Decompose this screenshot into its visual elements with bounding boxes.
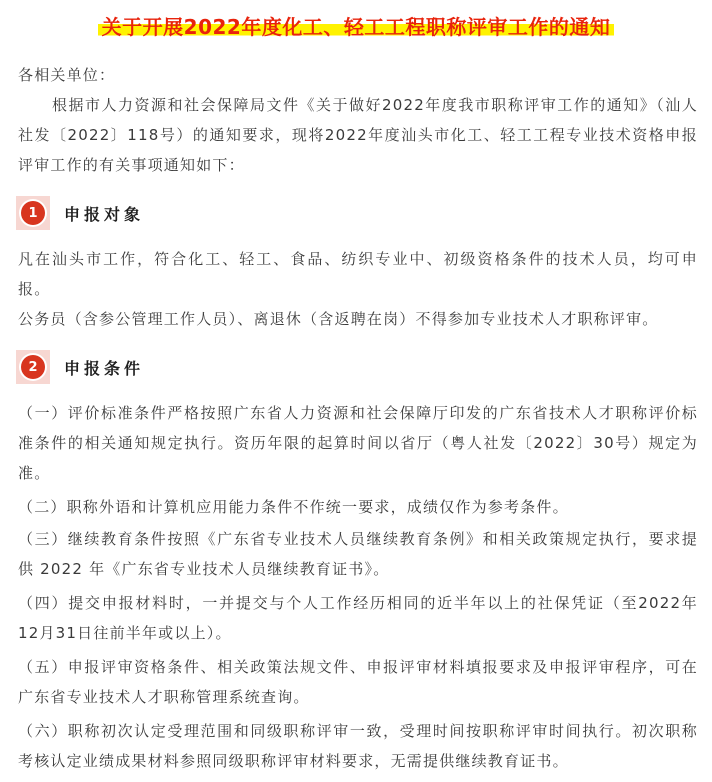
section-badge-bg [16, 350, 50, 384]
section-header-1 [16, 196, 144, 230]
section-header-2 [16, 350, 144, 384]
section-number-badge: 1 [21, 201, 45, 225]
section-title: 申报条件 [64, 358, 145, 378]
section-number-badge: 2 [21, 355, 45, 379]
section-paragraph: 凡在汕头市工作，符合化工、轻工、食品、纺织专业中、初级资格条件的技术人员，均可申报。 [18, 250, 698, 298]
page-title: 关于开展2022年度化工、轻工工程职称评审工作的通知 [98, 11, 615, 40]
section-paragraph: （四）提交申报材料时，一并提交与个人工作经历相同的近半年以上的社保凭证（至2022年12月31日往前半年或以上）。 [18, 594, 698, 642]
section-paragraph: （六）职称初次认定受理范围和同级职称评审一致，受理时间按职称评审时间执行。初次职称考核认定业绩成果材料参照同级职称评审材料要求，无需提供继续教育证书。 [18, 722, 698, 770]
section-paragraph: （五）申报评审资格条件、相关政策法规文件、申报评审材料填报要求及申报评审程序，可在广东省专业技术人才职称管理系统查询。 [18, 658, 698, 706]
section-badge-bg [16, 196, 50, 230]
salutation: 各相关单位： [18, 66, 116, 84]
section-paragraph: （三）继续教育条件按照《广东省专业技术人员继续教育条例》和相关政策规定执行，要求提供 2022 年《广东省专业技术人员继续教育证书》。 [18, 530, 698, 578]
section-paragraph: 公务员（含参公管理工作人员）、离退休（含返聘在岗）不得参加专业技术人才职称评审。 [18, 310, 659, 328]
title-bar [0, 0, 712, 50]
section-paragraph: （二）职称外语和计算机应用能力条件不作统一要求，成绩仅作为参考条件。 [18, 498, 569, 516]
intro-paragraph: 根据市人力资源和社会保障局文件《关于做好2022年度我市职称评审工作的通知》（汕人社发〔2022〕118号）的通知要求，现将2022年度汕头市化工、轻工工程专业技术资格申报评审工作的有关事项通知如下： [18, 96, 698, 174]
section-title: 申报对象 [64, 204, 145, 224]
section-paragraph: （一）评价标准条件严格按照广东省人力资源和社会保障厅印发的广东省技术人才职称评价标准条件的相关通知规定执行。资历年限的起算时间以省厅（粤人社发〔2022〕30号）规定为准。 [18, 404, 698, 482]
